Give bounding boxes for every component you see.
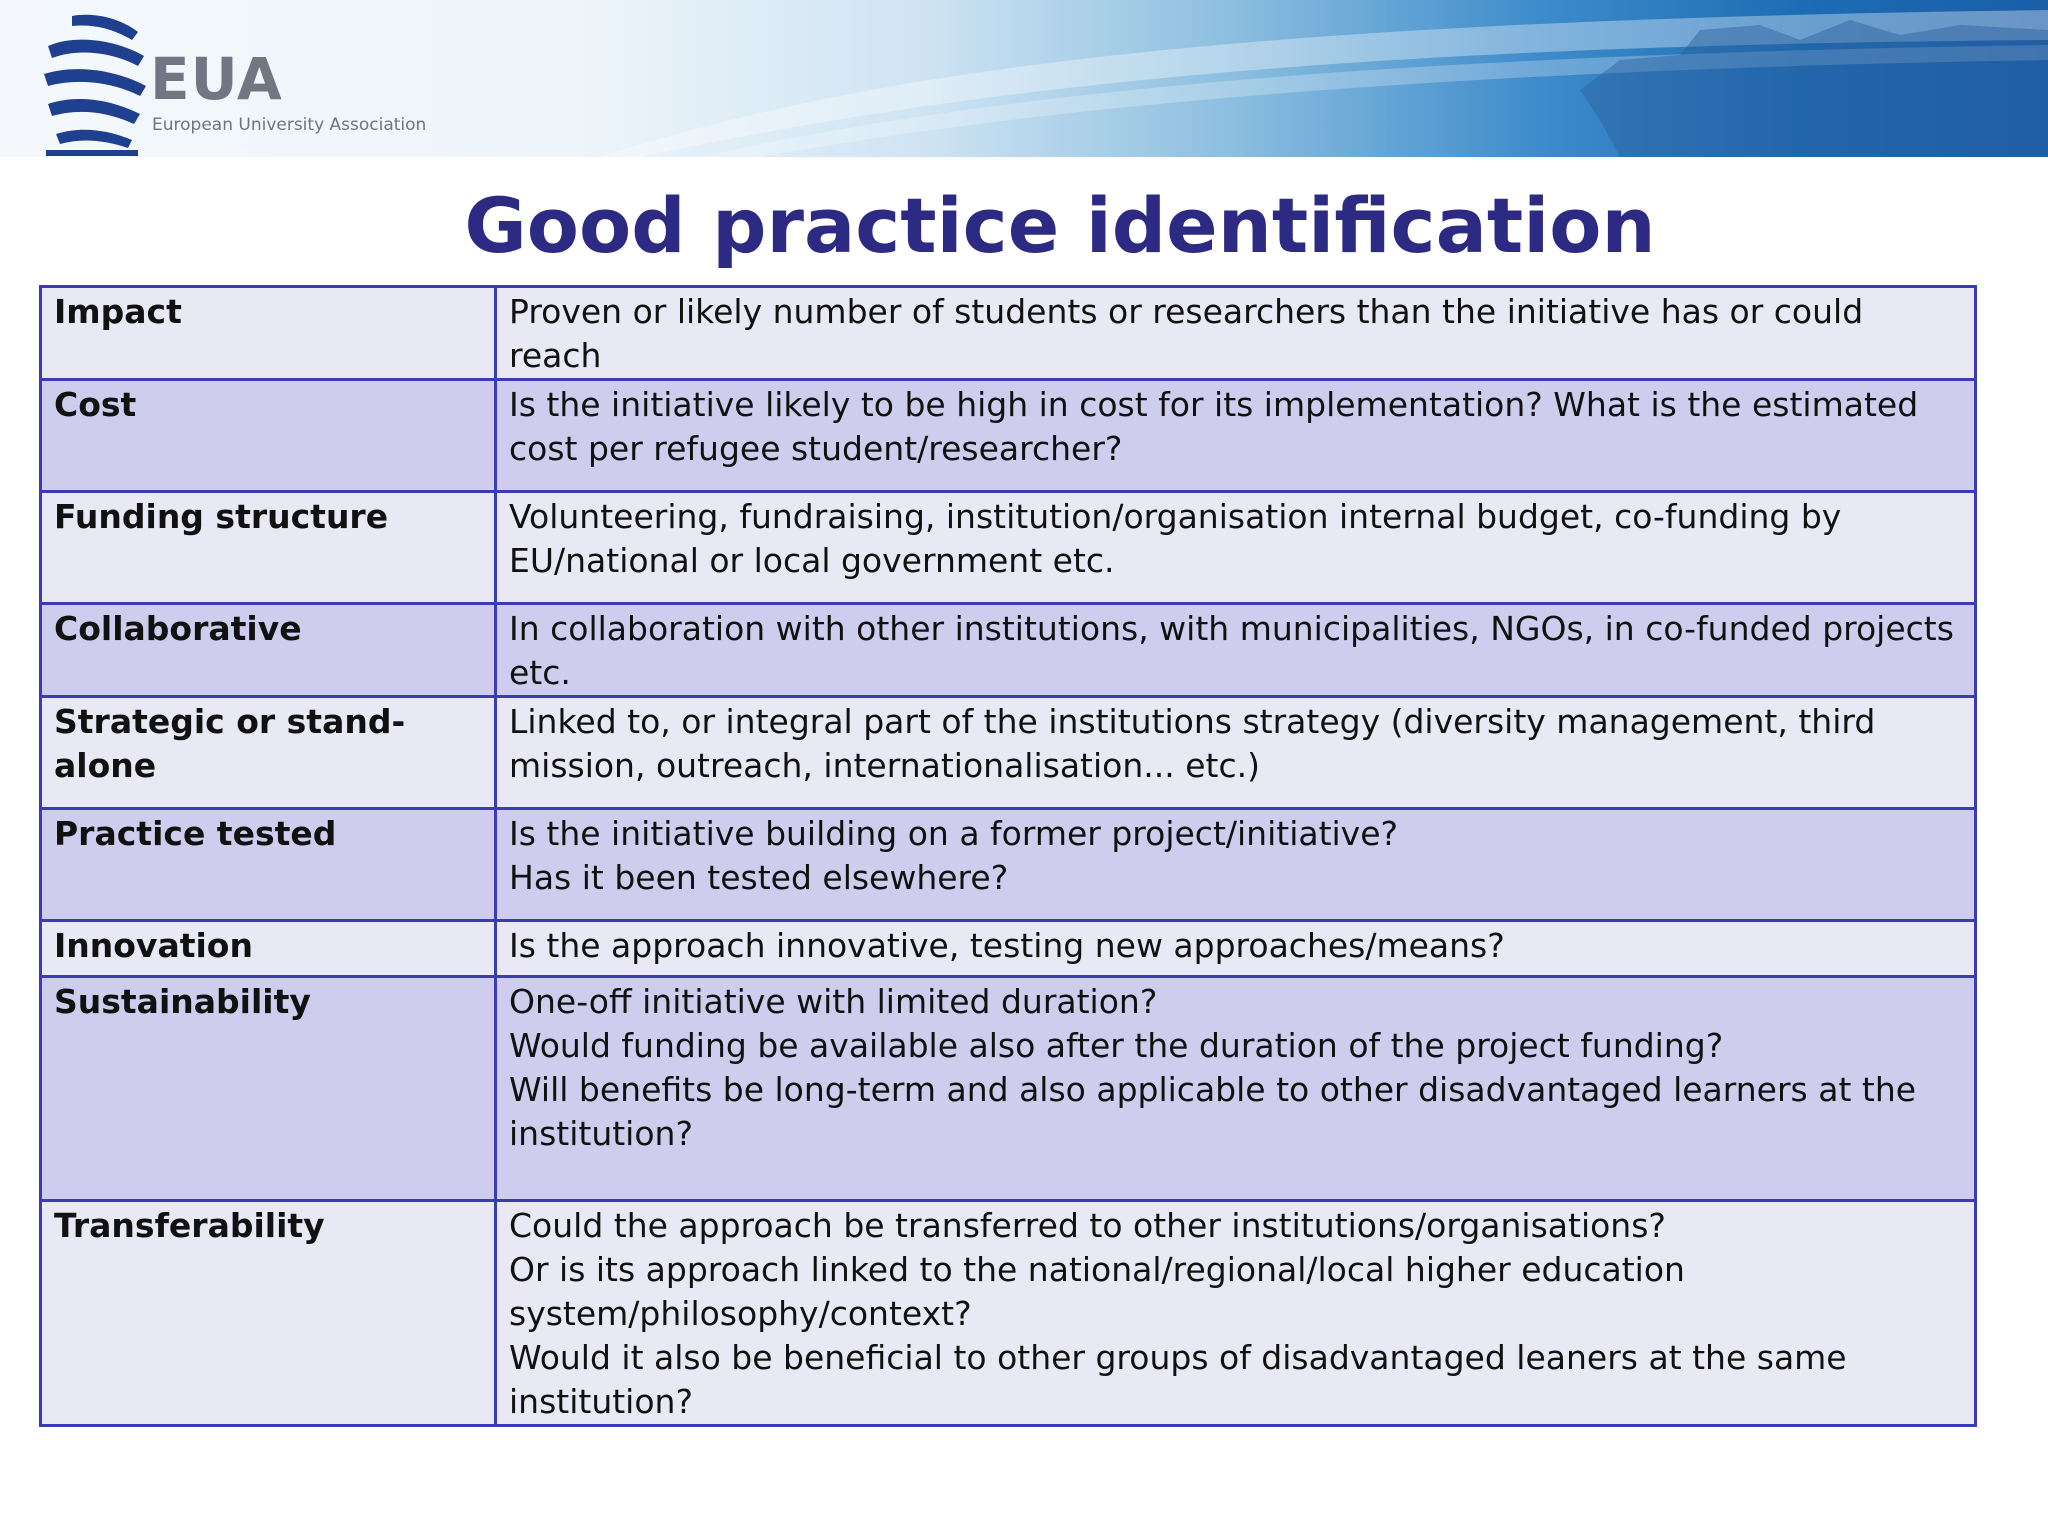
criterion-label: Strategic or stand-alone	[41, 697, 496, 809]
table-row	[41, 921, 1976, 977]
criterion-description	[496, 492, 1976, 604]
criterion-label: Collaborative	[41, 604, 496, 697]
description-line: Is the initiative building on a former project/initiative?	[509, 814, 1399, 853]
description-line: Will benefits be long-term and also applicable to other disadvantaged learners at the institution?	[509, 1070, 1917, 1153]
criterion-description	[496, 1201, 1976, 1426]
eua-logo-icon	[42, 12, 146, 156]
description-line: Proven or likely number of students or researchers than the initiative has or could reach	[509, 292, 1864, 375]
description-line: One-off initiative with limited duration?	[509, 982, 1158, 1021]
header-banner	[0, 0, 2048, 157]
criteria-table	[39, 285, 1977, 1427]
description-line: Is the initiative likely to be high in cost for its implementation? What is the estimated cost per refugee student/researcher?	[509, 385, 1919, 468]
criterion-label: Funding structure	[41, 492, 496, 604]
description-line: In collaboration with other institutions, with municipalities, NGOs, in co-funded projects etc.	[509, 609, 1954, 692]
description-line: Linked to, or integral part of the institutions strategy (diversity management, third mission, outreach, internationalisation... etc.)	[509, 702, 1876, 785]
criterion-description	[496, 380, 1976, 492]
description-line: Is the approach innovative, testing new approaches/means?	[509, 926, 1505, 965]
table-row	[41, 380, 1976, 492]
description-line: Volunteering, fundraising, institution/organisation internal budget, co-funding by EU/national or local government etc.	[509, 497, 1842, 580]
slide-title: Good practice identification	[464, 181, 1656, 270]
criterion-label: Innovation	[41, 921, 496, 977]
criterion-label: Impact	[41, 287, 496, 380]
criterion-description	[496, 697, 1976, 809]
criterion-description	[496, 921, 1976, 977]
criterion-label: Sustainability	[41, 977, 496, 1201]
criterion-label: Transferability	[41, 1201, 496, 1426]
table-row	[41, 1201, 1976, 1426]
description-line: Would it also be beneficial to other groups of disadvantaged leaners at the same institution?	[509, 1338, 1847, 1421]
criterion-label: Practice tested	[41, 809, 496, 921]
table-row	[41, 697, 1976, 809]
description-line: Has it been tested elsewhere?	[509, 858, 1009, 897]
table-row	[41, 809, 1976, 921]
criterion-description	[496, 287, 1976, 380]
logo-wordmark: EUA	[150, 45, 283, 113]
table-row	[41, 977, 1976, 1201]
criterion-description	[496, 977, 1976, 1201]
description-line: Would funding be available also after the duration of the project funding?	[509, 1026, 1724, 1065]
description-line: Could the approach be transferred to other institutions/organisations?	[509, 1206, 1666, 1245]
criterion-description	[496, 604, 1976, 697]
criterion-description	[496, 809, 1976, 921]
table-row	[41, 492, 1976, 604]
description-line: Or is its approach linked to the national/regional/local higher education system/philosophy/context?	[509, 1250, 1685, 1333]
criterion-label: Cost	[41, 380, 496, 492]
table-row	[41, 287, 1976, 380]
table-row	[41, 604, 1976, 697]
logo-subtitle: European University Association	[152, 115, 427, 135]
